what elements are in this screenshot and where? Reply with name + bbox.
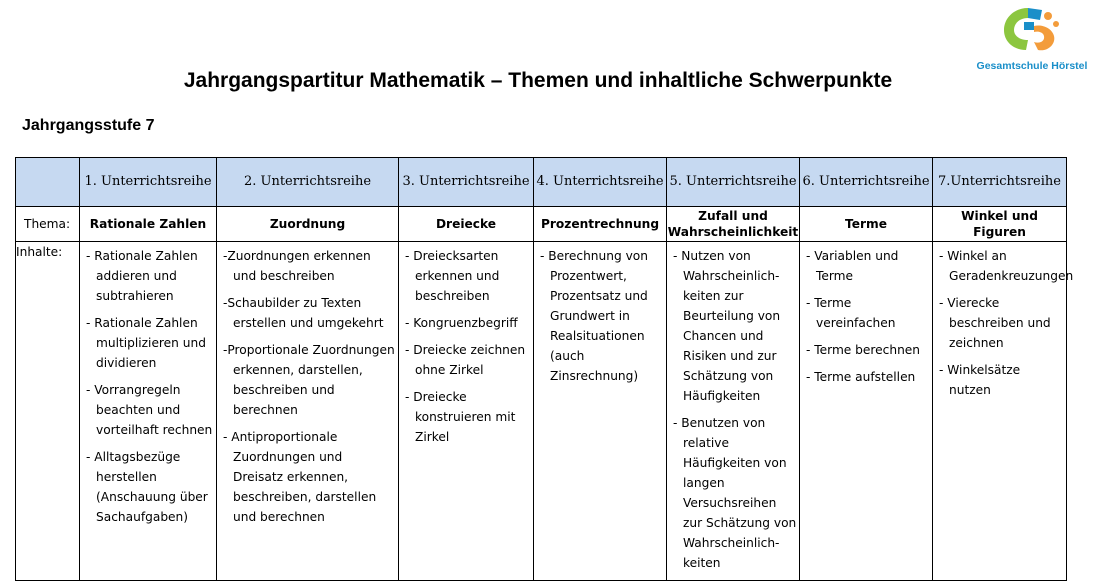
inhalte-cell [800,242,933,581]
thema-cell: Prozentrechnung [534,207,667,242]
school-logo-icon [998,4,1062,58]
content-item: -Zuordnungen erkennen und beschreiben [223,249,371,283]
thema-cell: Zufall und Wahrscheinlichkeit [667,207,800,242]
inhalte-cell [933,242,1074,581]
content-item: - Nutzen von Wahrscheinlich-keiten zur Beurteilung von Chancen und Risiken und zur Schätzung von Häufigkeiten [673,249,781,403]
content-list [80,242,216,527]
content-item: - Dreiecke zeichnen ohne Zirkel [405,343,526,377]
column-header: 5. Unterrichtsreihe [667,158,800,207]
inhalte-cell [667,242,800,581]
thema-row [16,207,1067,242]
curriculum-table [15,157,1074,581]
content-item: - Terme berechnen [806,343,921,357]
column-header: 2. Unterrichtsreihe [217,158,399,207]
content-item: - Berechnung von Prozentwert, Prozentsatz und Grundwert in Realsituationen (auch Zinsrechnung) [540,249,648,383]
thema-cell: Zuordnung [217,207,399,242]
thema-cell: Winkel und Figuren [933,207,1067,242]
content-item: - Terme aufstellen [806,370,916,384]
thema-cell: Rationale Zahlen [80,207,217,242]
content-item: - Rationale Zahlen addieren und subtrahieren [86,249,198,303]
content-list [399,242,533,447]
inhalte-cell [217,242,399,581]
content-list [667,242,799,573]
content-item: - Vierecke beschreiben und zeichnen [939,296,1051,350]
thema-cell: Terme [800,207,933,242]
content-item: - Winkelsätze nutzen [939,363,1021,397]
header-row [16,158,1067,207]
content-item: -Schaubilder zu Texten erstellen und umgekehrt [223,296,384,330]
content-list [217,242,398,527]
column-header: 7.Unterrichtsreihe [933,158,1067,207]
school-logo [968,4,1096,76]
content-list [933,242,1074,400]
school-name: Gesamtschule Hörstel [976,60,1088,72]
column-header: 6. Unterrichtsreihe [800,158,933,207]
content-item: - Antiproportionale Zuordnungen und Dreisatz erkennen, beschreiben, darstellen und berechnen [223,430,377,524]
row-label-thema: Thema: [16,207,80,242]
thema-cell: Dreiecke [399,207,534,242]
content-item: - Dreiecke konstruieren mit Zirkel [405,390,516,444]
content-item: - Variablen und Terme [806,249,899,283]
column-header: 1. Unterrichtsreihe [80,158,217,207]
content-item: - Kongruenzbegriff [405,316,518,330]
content-item: - Terme vereinfachen [806,296,896,330]
content-item: - Vorrangregeln beachten und vorteilhaft rechnen [86,383,213,437]
content-item: -Proportionale Zuordnungen erkennen, darstellen, beschreiben und berechnen [223,343,395,417]
content-item: - Winkel an Geradenkreuzungen [939,249,1074,283]
grade-level-heading: Jahrgangsstufe 7 [22,117,155,134]
content-item: - Dreiecksarten erkennen und beschreiben [405,249,500,303]
page-title: Jahrgangspartitur Mathematik – Themen und inhaltliche Schwerpunkte [183,69,893,92]
row-label-inhalte: Inhalte: [16,242,80,581]
inhalte-row [16,242,1067,581]
corner-cell [16,158,80,207]
content-item: - Alltagsbezüge herstellen (Anschauung über Sachaufgaben) [86,450,208,524]
content-list [534,242,666,386]
content-list [800,242,932,387]
column-header: 3. Unterrichtsreihe [399,158,534,207]
inhalte-cell [80,242,217,581]
inhalte-cell [399,242,534,581]
inhalte-cell [534,242,667,581]
column-header: 4. Unterrichtsreihe [534,158,667,207]
content-item: - Benutzen von relative Häufigkeiten von langen Versuchsreihen zur Schätzung von Wahrscheinlich-keiten [673,416,797,570]
content-item: - Rationale Zahlen multiplizieren und dividieren [86,316,206,370]
